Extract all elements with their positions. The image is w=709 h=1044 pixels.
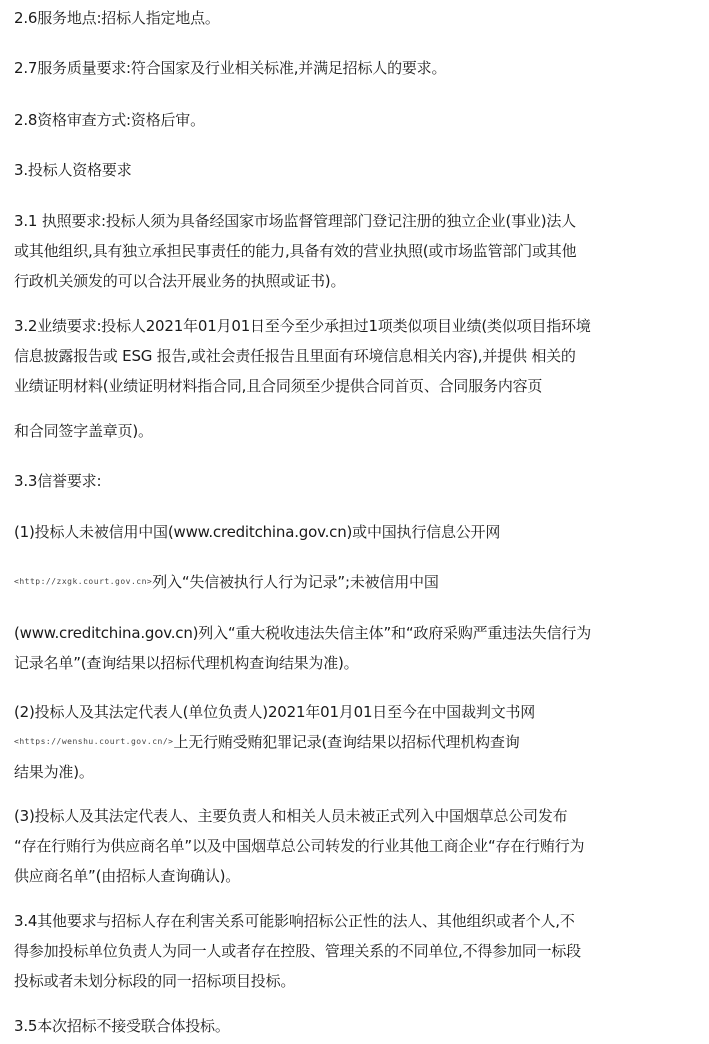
clause-3-3-1-continued	[14, 618, 698, 678]
text-line: 或其他组织,具有独立承担民事责任的能力,具备有效的营业执照(或市场监管部门或其他	[14, 242, 577, 260]
clause-3-5	[14, 1011, 698, 1041]
clause-3-3-2	[14, 697, 698, 787]
clause-3-1	[14, 206, 698, 296]
clause-2-8	[14, 105, 698, 135]
text-line: 2.6服务地点:招标人指定地点。	[14, 9, 220, 27]
text-line: “存在行贿行为供应商名单”以及中国烟草总公司转发的行业其他工商企业“存在行贿行为	[14, 837, 585, 855]
text-line: 3.2业绩要求:投标人2021年01月01日至今至少承担过1项类似项目业绩(类似项目指环境	[14, 317, 591, 335]
clause-3-3-1	[14, 517, 698, 547]
clause-3-3	[14, 466, 698, 496]
text-line: 结果为准)。	[14, 763, 94, 781]
text-line: (2)投标人及其法定代表人(单位负责人)2021年01月01日至今在中国裁判文书网	[14, 703, 536, 721]
text-line	[14, 567, 698, 597]
text-line: 和合同签字盖章页)。	[14, 422, 153, 440]
text-line: 2.7服务质量要求:符合国家及行业相关标准,并满足招标人的要求。	[14, 59, 447, 77]
text-segment: 上无行贿受贿犯罪记录(查询结果以招标代理机构查询	[173, 733, 520, 751]
text-line	[14, 727, 698, 757]
clause-2-7	[14, 53, 698, 83]
text-line: (www.creditchina.gov.cn)列入“重大税收违法失信主体”和“政府采购严重违法失信行为	[14, 624, 592, 642]
text-line: 3.3信誉要求:	[14, 472, 102, 490]
zxgk-url-link[interactable]: <http://zxgk.court.gov.cn>	[14, 577, 153, 586]
text-line: 3.4其他要求与招标人存在利害关系可能影响招标公正性的法人、其他组织或者个人,不	[14, 912, 575, 930]
text-line: 3.投标人资格要求	[14, 161, 132, 179]
clause-3-2-continued	[14, 416, 698, 446]
text-line: 供应商名单”(由招标人查询确认)。	[14, 867, 241, 885]
text-line: (1)投标人未被信用中国(www.creditchina.gov.cn)或中国执行信息公开网	[14, 523, 501, 541]
text-line: 记录名单”(查询结果以招标代理机构查询结果为准)。	[14, 654, 359, 672]
text-line: 投标或者未划分标段的同一招标项目投标。	[14, 972, 296, 990]
text-line: 信息披露报告或 ESG 报告,或社会责任报告且里面有环境信息相关内容),并提供 相关的	[14, 347, 576, 365]
clause-2-6	[14, 3, 698, 33]
section-3-heading	[14, 155, 698, 185]
text-line: 3.1 执照要求:投标人须为具备经国家市场监督管理部门登记注册的独立企业(事业)法人	[14, 212, 576, 230]
clause-3-3-3	[14, 801, 698, 891]
text-line: (3)投标人及其法定代表人、主要负责人和相关人员未被正式列入中国烟草总公司发布	[14, 807, 568, 825]
clause-3-2	[14, 311, 698, 401]
text-line: 行政机关颁发的可以合法开展业务的执照或证书)。	[14, 272, 346, 290]
text-line: 得参加投标单位负责人为同一人或者存在控股、管理关系的不同单位,不得参加同一标段	[14, 942, 581, 960]
clause-3-4	[14, 906, 698, 996]
text-line: 3.5本次招标不接受联合体投标。	[14, 1017, 230, 1035]
clause-3-3-1-url-line	[14, 567, 698, 597]
wenshu-url-link[interactable]: <https://wenshu.court.gov.cn/>	[14, 737, 174, 746]
text-segment: 列入“失信被执行人行为记录”;未被信用中国	[152, 573, 439, 591]
text-line: 业绩证明材料(业绩证明材料指合同,且合同须至少提供合同首页、合同服务内容页	[14, 377, 543, 395]
text-line: 2.8资格审查方式:资格后审。	[14, 111, 205, 129]
